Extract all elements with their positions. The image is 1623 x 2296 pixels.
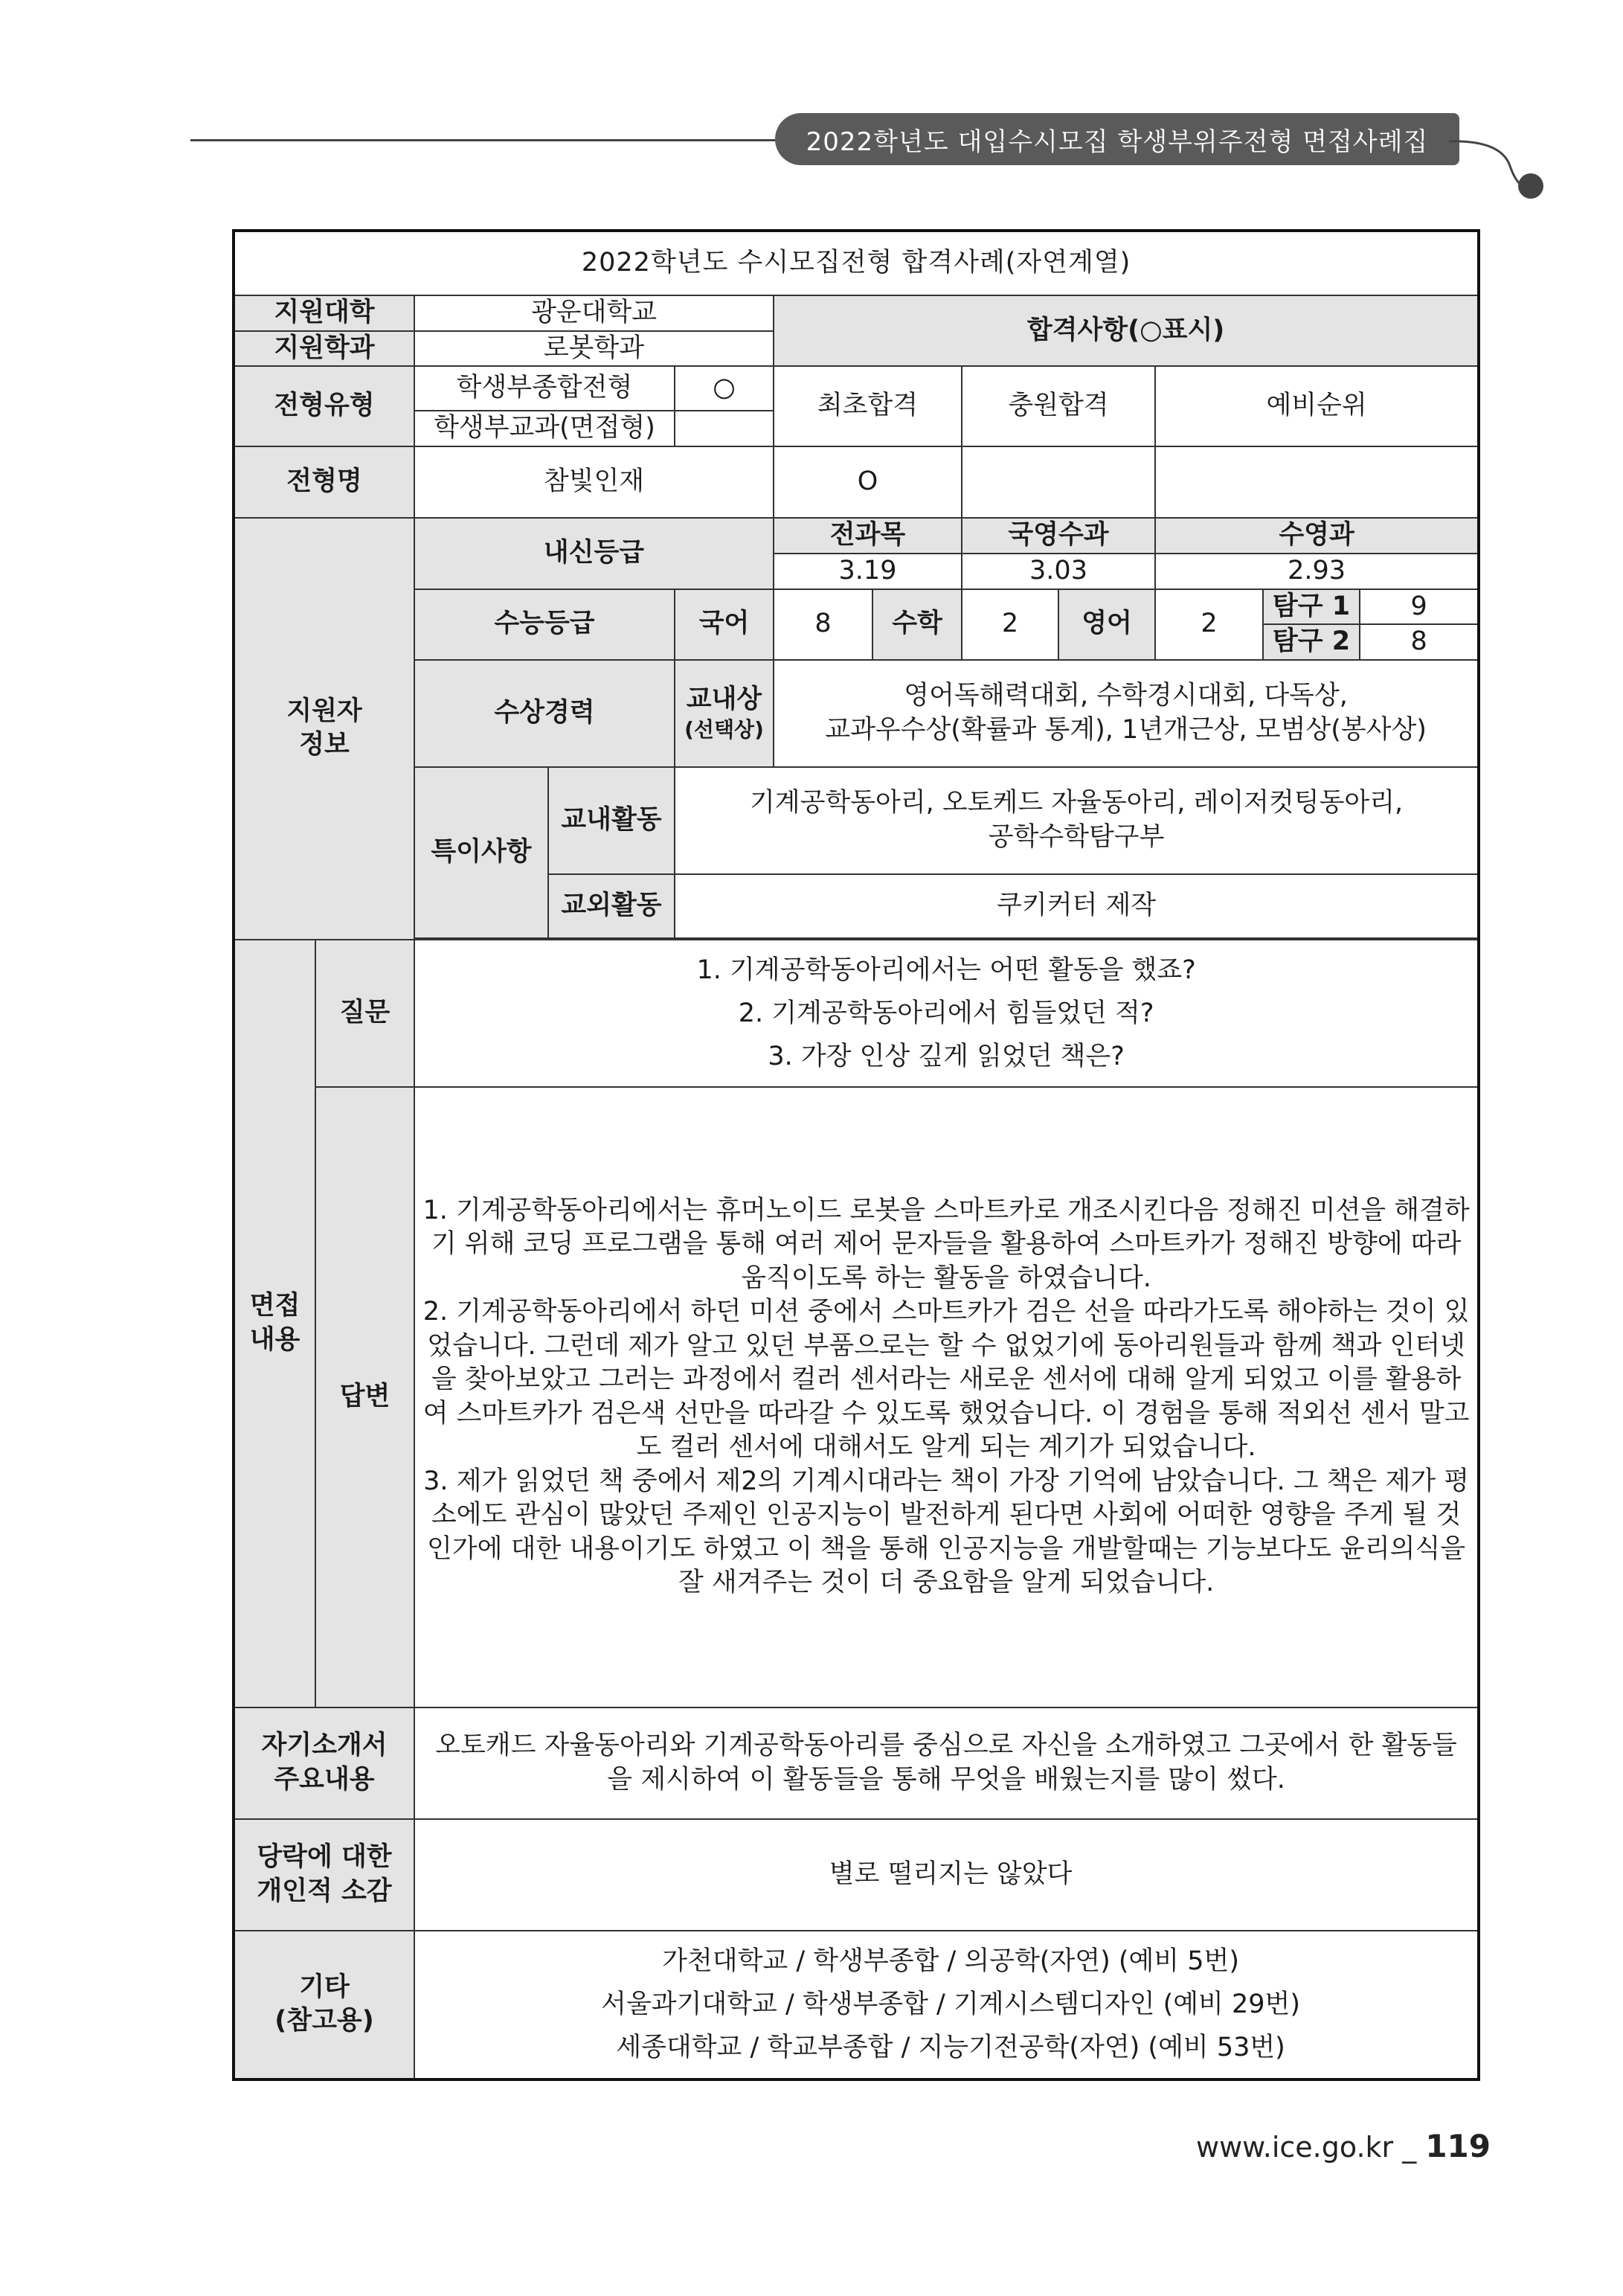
suneung-kor-label: 국어: [675, 589, 774, 660]
univ-label: 지원대학: [234, 295, 414, 331]
gpa-col-kem: 국영수과: [962, 518, 1155, 554]
interview-section-label: 면접 내용: [234, 940, 315, 1707]
suneung-t2-value: 8: [1360, 624, 1479, 660]
result-header: 합격사항(○표시): [774, 295, 1479, 366]
answer-item: 3. 제가 읽었던 책 중에서 제2의 기계시대라는 책이 가장 기억에 남았습니다. 그 책은 제가 평소에도 관심이 많았던 주제인 인공지능이 발전하게 된다면 사회에 어떠한 영향을 주게 될 것인가에 대한 내용이기도 하였고 이 책을 통해 인공지능을 개발할때는 기능보다도 윤리의식을 잘 새겨주는 것이 더 중요함을 알게 되었습니다.: [423, 1466, 1470, 1597]
result-col-additional: 충원합격: [962, 366, 1155, 446]
etc-line: 세종대학교 / 학교부종합 / 지능기전공학(자연) (예비 53번): [616, 2033, 1285, 2062]
gpa-value-ms: 2.93: [1155, 554, 1479, 589]
out-school-activity-label: 교외활동: [548, 874, 675, 938]
answer-list: [414, 1087, 1479, 1707]
suneung-t2-label: 탐구 2: [1263, 624, 1360, 660]
personal-feeling-label-line-2: 개인적 소감: [257, 1876, 392, 1906]
gpa-col-ms: 수영과: [1155, 518, 1479, 554]
gpa-col-all: 전과목: [774, 518, 962, 554]
type-option-2: 학생부교과(면접형): [414, 411, 675, 446]
gpa-label: 내신등급: [414, 518, 774, 589]
dept-label: 지원학과: [234, 331, 414, 367]
answer-label: 답변: [315, 1087, 414, 1707]
in-school-activity-line-2: 공학수학탐구부: [988, 821, 1165, 852]
personal-feeling-label: [234, 1819, 414, 1931]
question-item: 3. 가장 인상 깊게 읽었던 책은?: [768, 1041, 1125, 1071]
awards-line-2: 교과우수상(확률과 통계), 1년개근상, 모범상(봉사상): [825, 714, 1427, 745]
etc-value: [414, 1931, 1479, 2079]
suneung-math-value: 2: [962, 589, 1058, 660]
question-item: 2. 기계공학동아리에서 힘들었던 적?: [738, 998, 1154, 1028]
page-footer: [1196, 2128, 1491, 2164]
self-intro-label-line-2: 주요내용: [274, 1764, 375, 1795]
suneung-eng-value: 2: [1155, 589, 1263, 660]
admission-name-label: 전형명: [234, 446, 414, 518]
personal-feeling-label-line-1: 당락에 대한: [257, 1842, 392, 1872]
admission-case-table: [232, 229, 1480, 2081]
result-mark-initial: O: [774, 446, 962, 518]
etc-label-line-2: (참고용): [274, 2006, 374, 2036]
self-intro-label-line-1: 자기소개서: [261, 1731, 388, 1760]
header-rule: [190, 139, 785, 141]
awards-line-1: 영어독해력대회, 수학경시대회, 다독상,: [904, 681, 1348, 711]
admission-name-value: 참빛인재: [414, 446, 774, 518]
awards-school-label: [675, 660, 774, 767]
dept-value: 로봇학과: [414, 331, 774, 367]
gpa-value-kem: 3.03: [962, 554, 1155, 589]
question-label: 질문: [315, 940, 414, 1087]
in-school-activity-value: [675, 767, 1479, 874]
etc-line: 서울과기대학교 / 학생부종합 / 기계시스템디자인 (예비 29번): [601, 1989, 1300, 2019]
suneung-math-label: 수학: [872, 589, 962, 660]
result-mark-additional: [962, 446, 1155, 518]
out-school-activity-value: 쿠키커터 제작: [675, 874, 1479, 938]
type-label: 전형유형: [234, 366, 414, 446]
header-curve-decoration: [1449, 132, 1561, 207]
awards-school-title: 교내상: [686, 684, 762, 714]
result-col-waitlist: 예비순위: [1155, 366, 1479, 446]
applicant-info-label: 지원자 정보: [234, 518, 414, 940]
personal-feeling-value: 별로 떨리지는 않았다: [414, 1819, 1479, 1931]
etc-label: [234, 1931, 414, 2079]
suneung-t1-value: 9: [1360, 589, 1479, 625]
awards-label: 수상경력: [414, 660, 675, 767]
type-option-1: 학생부종합전형: [414, 366, 675, 411]
special-label: 특이사항: [414, 767, 548, 938]
gpa-value-all: 3.19: [774, 554, 962, 589]
self-intro-value: 오토캐드 자율동아리와 기계공학동아리를 중심으로 자신을 소개하였고 그곳에서 한 활동들을 제시하여 이 활동들을 통해 무엇을 배웠는지를 많이 썼다.: [414, 1707, 1479, 1819]
awards-school-note: (선택상): [684, 717, 764, 743]
result-mark-waitlist: [1155, 446, 1479, 518]
result-col-initial: 최초합격: [774, 366, 962, 446]
document-title: 2022학년도 수시모집전형 합격사례(자연계열): [234, 231, 1479, 295]
answer-item: 2. 기계공학동아리에서 하던 미션 중에서 스마트카가 검은 선을 따라가도록 해야하는 것이 있었습니다. 그런데 제가 알고 있던 부품으로는 할 수 없었기에 동아리원들과 함께 책과 인터넷을 찾아보았고 그러는 과정에서 컬러 센서라는 새로운 센서에 대해 알게 되었고 이를 활용하여 스마트카가 검은색 선만을 따라갈 수 있도록 했었습니다. 이 경험을 통해 적외선 센서 말고도 컬러 센서에 대해서도 알게 되는 계기가 되었습니다.: [422, 1297, 1470, 1462]
suneung-eng-label: 영어: [1058, 589, 1155, 660]
header-title: 2022학년도 대입수시모집 학생부위주전형 면접사례집: [775, 113, 1459, 165]
answer-item: 1. 기계공학동아리에서는 휴머노이드 로봇을 스마트카로 개조시킨다음 정해진 미션을 해결하기 위해 코딩 프로그램을 통해 여러 제어 문자들을 활용하여 스마트카가 정해진 방향에 따라 움직이도록 하는 활동을 하였습니다.: [422, 1195, 1470, 1293]
suneung-kor-value: 8: [774, 589, 872, 660]
etc-line: 가천대학교 / 학생부종합 / 의공학(자연) (예비 5번): [662, 1946, 1239, 1976]
in-school-activity-line-1: 기계공학동아리, 오토케드 자율동아리, 레이저컷팅동아리,: [749, 788, 1404, 818]
self-intro-label: [234, 1707, 414, 1819]
type-option-2-mark: [675, 411, 774, 446]
question-item: 1. 기계공학동아리에서는 어떤 활동을 했죠?: [696, 955, 1196, 985]
in-school-activity-label: 교내활동: [548, 767, 675, 874]
univ-value: 광운대학교: [414, 295, 774, 331]
type-option-1-mark: ○: [675, 366, 774, 411]
etc-label-line-1: 기타: [299, 1972, 350, 2002]
awards-value: [774, 660, 1479, 767]
page-number: 119: [1425, 2128, 1491, 2164]
suneung-label: 수능등급: [414, 589, 675, 660]
suneung-t1-label: 탐구 1: [1263, 589, 1360, 625]
question-list: [414, 940, 1479, 1087]
footer-url: www.ice.go.kr _: [1196, 2131, 1417, 2164]
